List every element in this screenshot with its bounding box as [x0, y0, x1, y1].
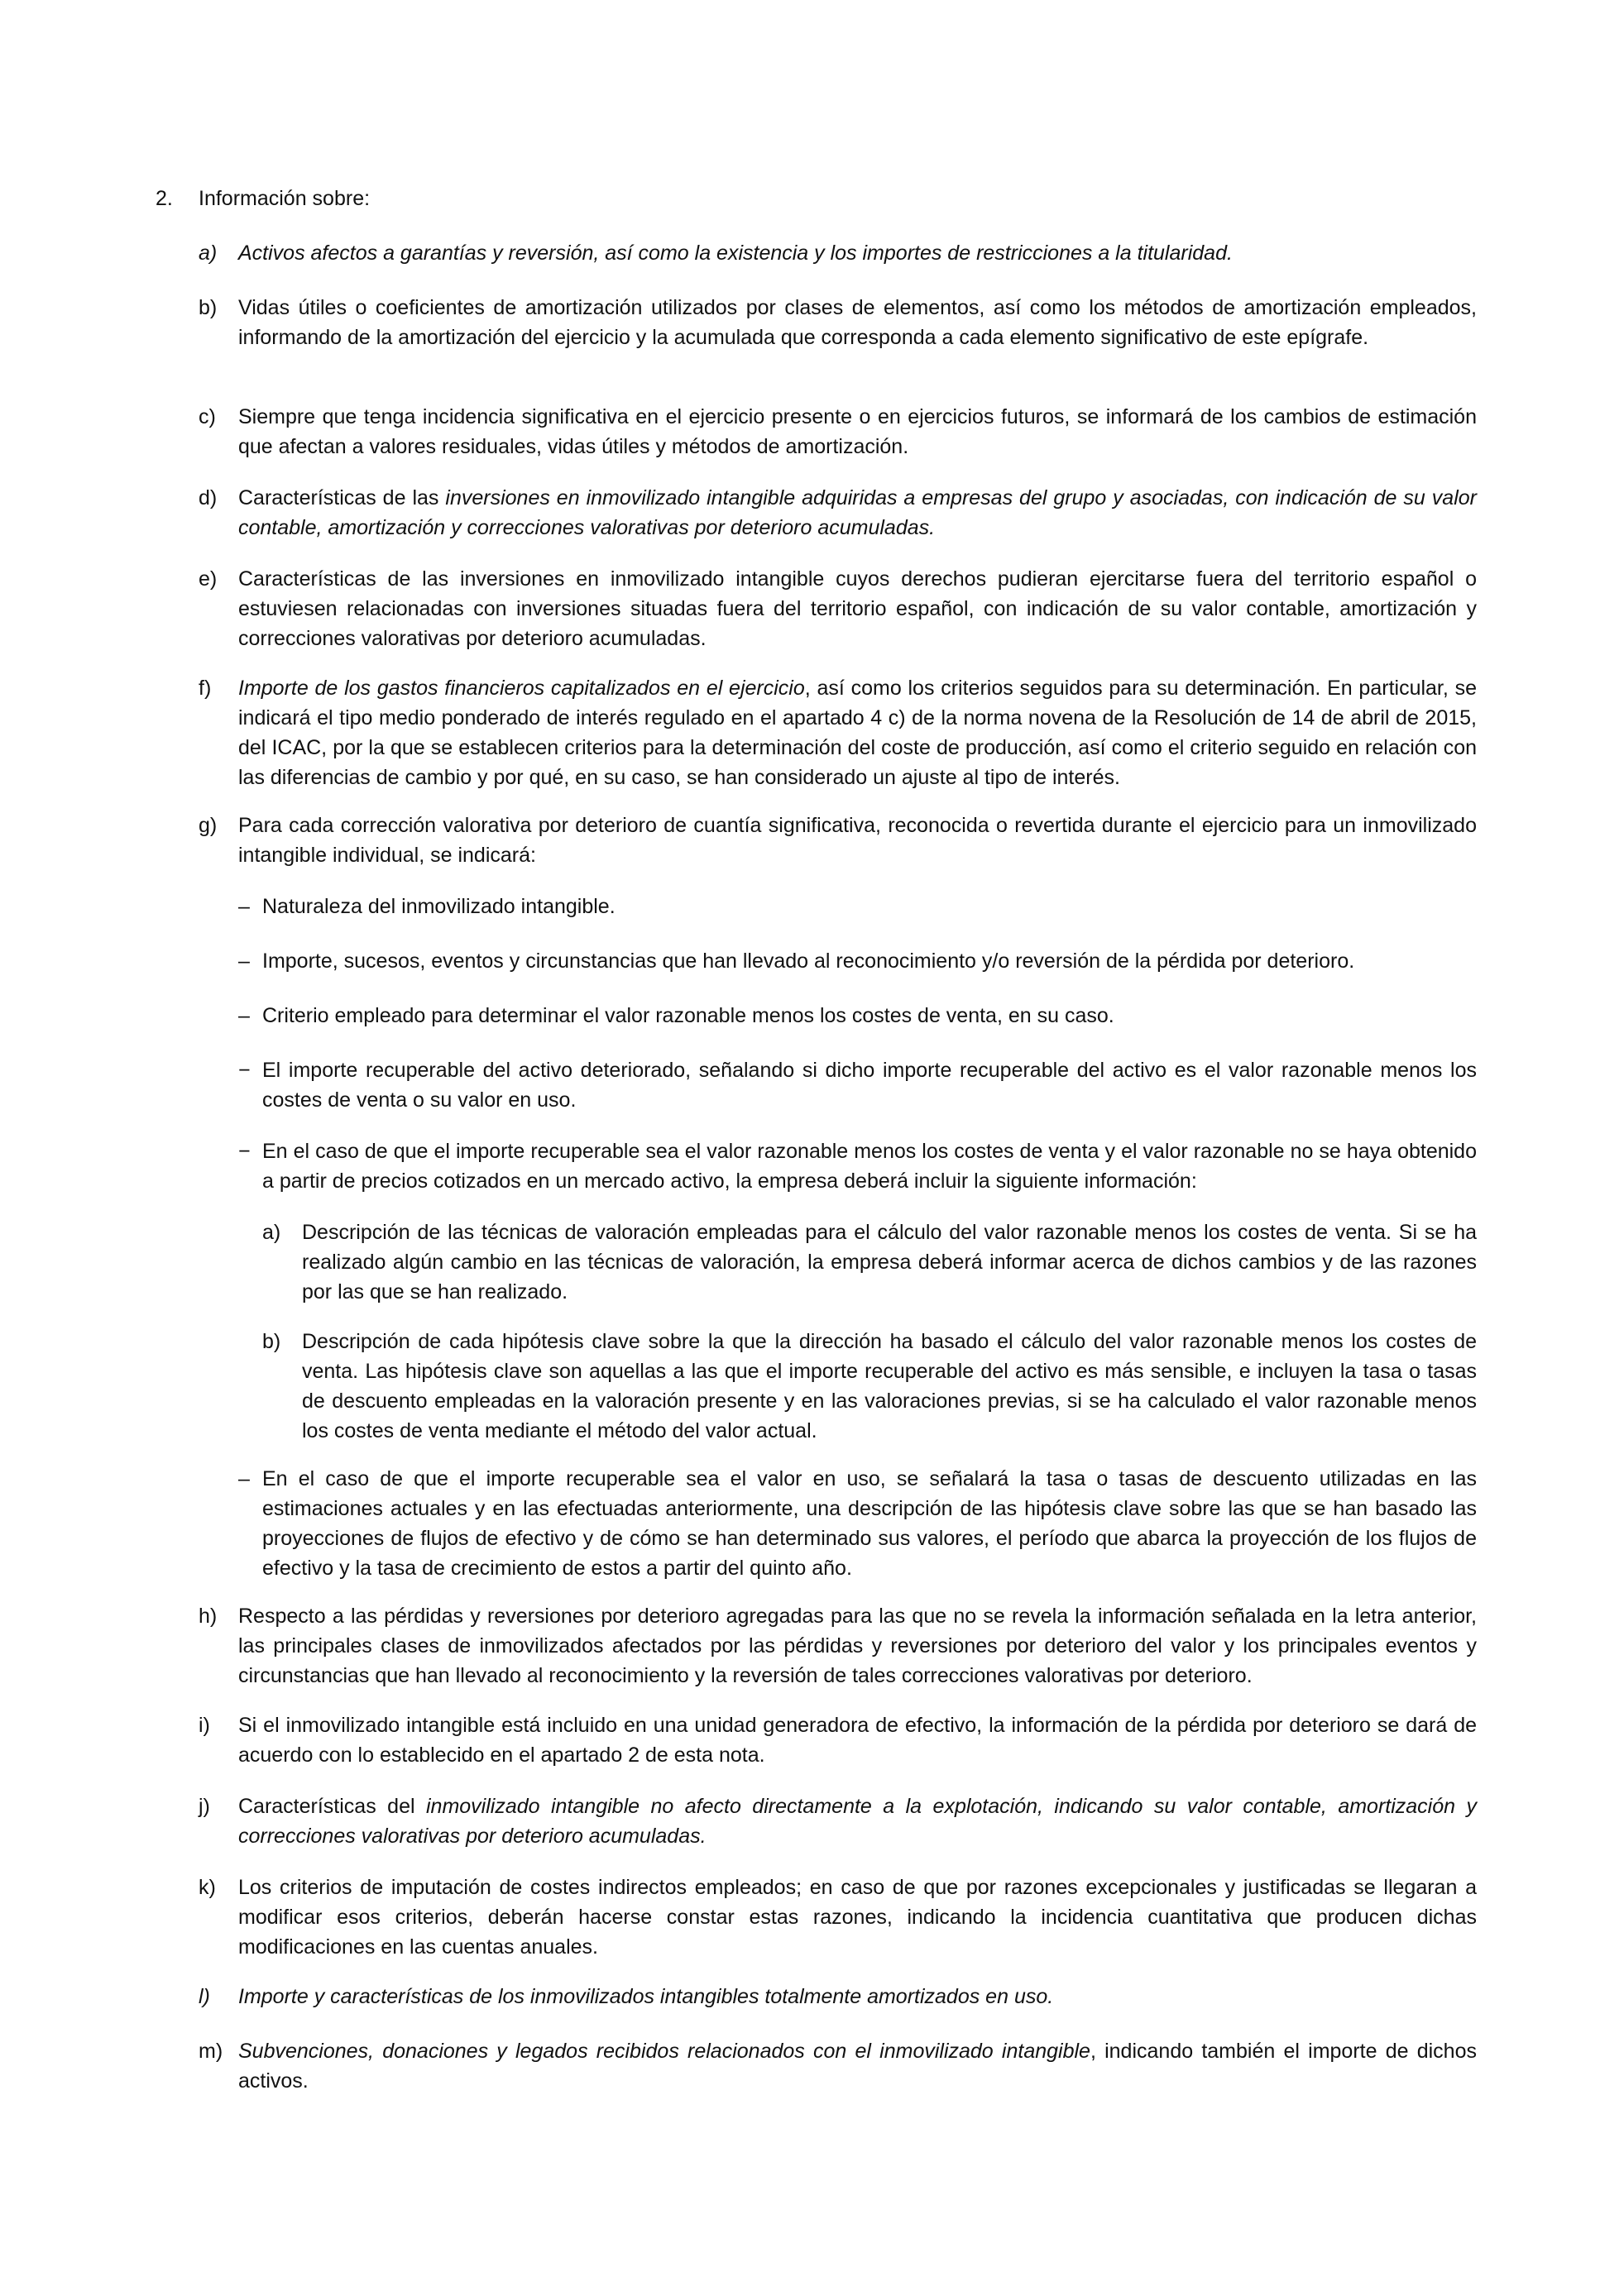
item-marker: g): [199, 814, 218, 837]
item-b: [199, 293, 1477, 352]
bullet-marker: –: [238, 1467, 250, 1490]
section-heading: [156, 184, 370, 213]
item-text: , indicando también el importe de dichos activos.: [238, 2040, 1477, 2093]
item-marker: j): [199, 1795, 210, 1818]
item-marker: a): [199, 242, 218, 265]
bullet-item: [238, 1464, 1477, 1583]
bullet-marker: –: [238, 949, 250, 973]
bullet-marker: −: [238, 1059, 251, 1082]
item-l: [199, 1982, 1477, 2011]
item-a: [199, 238, 1477, 268]
sub-item-b: [262, 1327, 1477, 1446]
item-marker: h): [199, 1605, 218, 1628]
bullet-item: [238, 1055, 1477, 1115]
bullet-text: El importe recuperable del activo deteriorado, señalando si dicho importe recuperable del activo es el valor razonable menos los costes de venta o su valor en uso.: [262, 1059, 1477, 1112]
item-text: Vidas útiles o coeficientes de amortización utilizados por clases de elementos, así como los métodos de amortización empleados, informando de la amortización del ejercicio y la acumulada que corresponda a cada elemento significativo de este epígrafe.: [238, 296, 1477, 349]
item-marker: e): [199, 567, 218, 591]
item-marker: b): [199, 296, 218, 319]
item-j: [199, 1791, 1477, 1851]
item-text: Si el inmovilizado intangible está incluido en una unidad generadora de efectivo, la información de la pérdida por deterioro se dará de acuerdo con lo establecido en el apartado 2 de esta nota.: [238, 1714, 1477, 1767]
bullet-marker: –: [238, 895, 250, 918]
item-f: [199, 673, 1477, 792]
item-text-italic: inmovilizado intangible no afecto directamente a la explotación, indicando su valor contable, amortización y correcciones valorativas por deterioro acumuladas.: [238, 1795, 1477, 1848]
item-m: [199, 2036, 1477, 2096]
item-i: [199, 1710, 1477, 1770]
item-text: Características de las inversiones en inmovilizado intangible cuyos derechos pudieran ejercitarse fuera del territorio español o estuviesen relacionadas con inversiones situadas fuera del territorio español, con indicación de su valor contable, amortización y correcciones valorativas por deterioro acumuladas.: [238, 567, 1477, 650]
item-marker: d): [199, 486, 218, 509]
item-d: [199, 483, 1477, 543]
bullet-marker: –: [238, 1004, 250, 1027]
item-marker: i): [199, 1714, 210, 1737]
section-title: Información sobre:: [199, 187, 371, 210]
sub-item-marker: a): [262, 1221, 281, 1244]
sub-item-text: Descripción de las técnicas de valoración empleadas para el cálculo del valor razonable menos los costes de venta. Si se ha realizado algún cambio en las técnicas de valoración, la empresa deberá informar acerca de dichos cambios y de las razones por las que se han realizado.: [302, 1221, 1477, 1303]
item-e: [199, 564, 1477, 653]
item-text-italic: Importe de los gastos financieros capitalizados en el ejercicio: [238, 677, 805, 700]
item-text-italic: Subvenciones, donaciones y legados recibidos relacionados con el inmovilizado intangible: [238, 2040, 1090, 2063]
item-text: Siempre que tenga incidencia significativa en el ejercicio presente o en ejercicios futuros, se informará de los cambios de estimación que afectan a valores residuales, vidas útiles y métodos de amortización.: [238, 405, 1477, 458]
bullet-item: [238, 1001, 1477, 1031]
item-text: Características del: [238, 1795, 426, 1818]
bullet-item: [238, 946, 1477, 976]
item-k: [199, 1873, 1477, 1962]
item-text: Características de las: [238, 486, 446, 509]
item-text-italic: inversiones en inmovilizado intangible adquiridas a empresas del grupo y asociadas, con indicación de su valor contable, amortización y correcciones valorativas por deterioro acumuladas.: [238, 486, 1477, 539]
section-number: 2.: [156, 187, 173, 210]
bullet-marker: −: [238, 1140, 251, 1163]
bullet-text: Importe, sucesos, eventos y circunstancias que han llevado al reconocimiento y/o reversión de la pérdida por deterioro.: [262, 949, 1355, 973]
item-marker: l): [199, 1985, 210, 2008]
item-marker: c): [199, 405, 216, 428]
item-c: [199, 402, 1477, 462]
item-text: , así como los criterios seguidos para su determinación. En particular, se indicará el tipo medio ponderado de interés regulado en el apartado 4 c) de la norma novena de la Resolución de 14 de abril de 2015, del ICAC, por la que se establecen criterios para la determinación del coste de producción, así como el criterio seguido en relación con las diferencias de cambio y por qué, en su caso, se han considerado un ajuste al tipo de interés.: [238, 677, 1477, 789]
sub-item-marker: b): [262, 1330, 281, 1353]
sub-item-text: Descripción de cada hipótesis clave sobre la que la dirección ha basado el cálculo del valor razonable menos los costes de venta. Las hipótesis clave son aquellas a las que el importe recuperable del activo es más sensible, e incluyen la tasa o tasas de descuento empleadas en la valoración presente y en las valoraciones previas, si se ha calculado el valor razonable menos los costes de venta mediante el método del valor actual.: [302, 1330, 1477, 1442]
sub-item-a: [262, 1217, 1477, 1307]
bullet-item: [238, 892, 1477, 921]
item-g: [199, 811, 1477, 870]
item-h: [199, 1601, 1477, 1691]
bullet-text: En el caso de que el importe recuperable sea el valor en uso, se señalará la tasa o tasas de descuento utilizadas en las estimaciones actuales y en las efectuadas anteriormente, una descripción de las hipótesis clave sobre las que se han basado las proyecciones de flujos de efectivo y de cómo se han determinado sus valores, el período que abarca la proyección de los flujos de efectivo y la tasa de crecimiento de estos a partir del quinto año.: [262, 1467, 1477, 1580]
item-marker: m): [199, 2040, 223, 2063]
bullet-text: Naturaleza del inmovilizado intangible.: [262, 895, 616, 918]
bullet-item: [238, 1136, 1477, 1196]
bullet-text: Criterio empleado para determinar el valor razonable menos los costes de venta, en su caso.: [262, 1004, 1114, 1027]
item-text-italic: Importe y características de los inmovilizados intangibles totalmente amortizados en uso.: [238, 1985, 1054, 2008]
item-text: Para cada corrección valorativa por deterioro de cuantía significativa, reconocida o revertida durante el ejercicio para un inmovilizado intangible individual, se indicará:: [238, 814, 1477, 867]
item-text: Respecto a las pérdidas y reversiones por deterioro agregadas para las que no se revela la información señalada en la letra anterior, las principales clases de inmovilizados afectados por las pérdidas y reversiones por deterioro del valor y los principales eventos y circunstancias que han llevado al reconocimiento y la reversión de tales correcciones valorativas por deterioro.: [238, 1605, 1477, 1687]
bullet-text: En el caso de que el importe recuperable sea el valor razonable menos los costes de venta y el valor razonable no se haya obtenido a partir de precios cotizados en un mercado activo, la empresa deberá incluir la siguiente información:: [262, 1140, 1477, 1193]
item-marker: f): [199, 677, 212, 700]
item-text-italic: Activos afectos a garantías y reversión, así como la existencia y los importes de restricciones a la titularidad.: [238, 242, 1233, 265]
item-marker: k): [199, 1876, 216, 1899]
item-text: Los criterios de imputación de costes indirectos empleados; en caso de que por razones excepcionales y justificadas se llegaran a modificar esos criterios, deberán hacerse constar estas razones, indicando la incidencia cuantitativa que producen dichas modificaciones en las cuentas anuales.: [238, 1876, 1477, 1959]
